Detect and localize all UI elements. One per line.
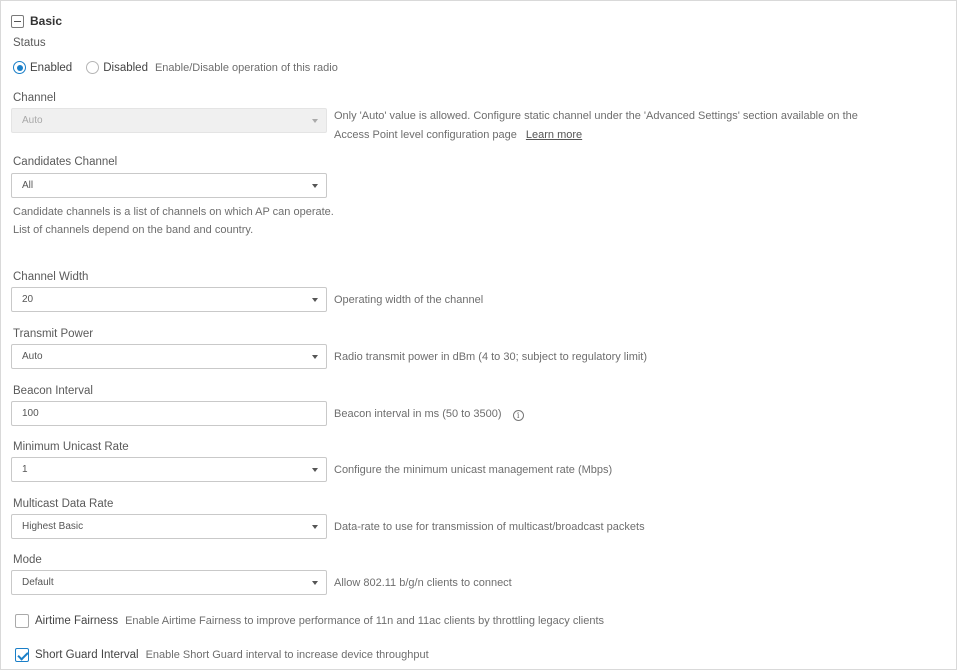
mode-label: Mode bbox=[13, 554, 42, 566]
chevron-down-icon bbox=[312, 119, 318, 123]
beacon-interval-input[interactable] bbox=[11, 401, 327, 426]
transmit-power-label: Transmit Power bbox=[13, 328, 94, 340]
candidates-channel-value: All bbox=[22, 180, 34, 191]
beacon-interval-label: Beacon Interval bbox=[13, 385, 93, 397]
multicast-data-rate-select[interactable] bbox=[11, 514, 327, 539]
chevron-down-icon bbox=[312, 581, 318, 585]
channel-help-line2: Access Point level configuration page bbox=[334, 129, 517, 141]
transmit-power-select[interactable] bbox=[11, 344, 327, 369]
transmit-power-help: Radio transmit power in dBm (4 to 30; subject to regulatory limit) bbox=[334, 351, 648, 363]
chevron-down-icon bbox=[312, 298, 318, 302]
channel-width-help: Operating width of the channel bbox=[334, 294, 484, 306]
beacon-interval-help: Beacon interval in ms (50 to 3500) bbox=[334, 408, 502, 420]
info-icon[interactable]: i bbox=[513, 410, 524, 421]
chevron-down-icon bbox=[312, 355, 318, 359]
status-radio-group bbox=[13, 61, 338, 74]
status-disabled-radio[interactable] bbox=[86, 61, 99, 74]
multicast-data-rate-value: Highest Basic bbox=[22, 521, 84, 532]
short-guard-interval-help: Enable Short Guard interval to increase device throughput bbox=[145, 649, 429, 661]
status-disabled-label[interactable]: Disabled bbox=[103, 61, 148, 74]
chevron-down-icon bbox=[312, 525, 318, 529]
transmit-power-value: Auto bbox=[22, 351, 43, 362]
section-title: Basic bbox=[30, 14, 63, 28]
status-help: Enable/Disable operation of this radio bbox=[154, 61, 338, 74]
chevron-down-icon bbox=[312, 184, 318, 188]
mode-value: Default bbox=[22, 577, 54, 588]
chevron-down-icon bbox=[312, 468, 318, 472]
status-label: Status bbox=[13, 37, 46, 49]
status-enabled-radio[interactable] bbox=[13, 61, 26, 74]
channel-select-value: Auto bbox=[22, 115, 43, 126]
min-unicast-rate-select[interactable] bbox=[11, 457, 327, 482]
multicast-data-rate-help: Data-rate to use for transmission of multicast/broadcast packets bbox=[334, 521, 645, 533]
channel-width-label: Channel Width bbox=[13, 271, 89, 283]
beacon-interval-value: 100 bbox=[22, 408, 39, 419]
candidates-channel-help: Candidate channels is a list of channels on which AP can operate. List of channels depend on the band and country. bbox=[13, 206, 334, 236]
candidates-channel-label: Candidates Channel bbox=[13, 156, 118, 168]
mode-help: Allow 802.11 b/g/n clients to connect bbox=[334, 577, 512, 589]
channel-width-select[interactable] bbox=[11, 287, 327, 312]
min-unicast-rate-help: Configure the minimum unicast management rate (Mbps) bbox=[334, 464, 613, 476]
airtime-fairness-checkbox[interactable] bbox=[15, 614, 29, 628]
learn-more-link[interactable]: Learn more bbox=[525, 129, 583, 141]
channel-select bbox=[11, 108, 327, 133]
min-unicast-rate-label: Minimum Unicast Rate bbox=[13, 441, 129, 453]
multicast-data-rate-label: Multicast Data Rate bbox=[13, 498, 114, 510]
status-enabled-label[interactable]: Enabled bbox=[30, 61, 73, 74]
short-guard-interval-row bbox=[15, 648, 429, 662]
collapse-icon[interactable] bbox=[11, 15, 24, 28]
short-guard-interval-checkbox[interactable] bbox=[15, 648, 29, 662]
channel-width-value: 20 bbox=[22, 294, 34, 305]
candidates-channel-select[interactable] bbox=[11, 173, 327, 198]
airtime-fairness-label[interactable]: Airtime Fairness bbox=[35, 615, 119, 627]
airtime-fairness-row bbox=[15, 614, 604, 628]
channel-label: Channel bbox=[13, 92, 56, 104]
min-unicast-rate-value: 1 bbox=[22, 464, 28, 475]
mode-select[interactable] bbox=[11, 570, 327, 595]
short-guard-interval-label[interactable]: Short Guard Interval bbox=[35, 649, 139, 661]
section-header bbox=[11, 13, 62, 29]
channel-help-line1: Only 'Auto' value is allowed. Configure static channel under the 'Advanced Settings' section available on the bbox=[334, 110, 858, 122]
airtime-fairness-help: Enable Airtime Fairness to improve performance of 11n and 11ac clients by throttling legacy clients bbox=[125, 615, 605, 627]
